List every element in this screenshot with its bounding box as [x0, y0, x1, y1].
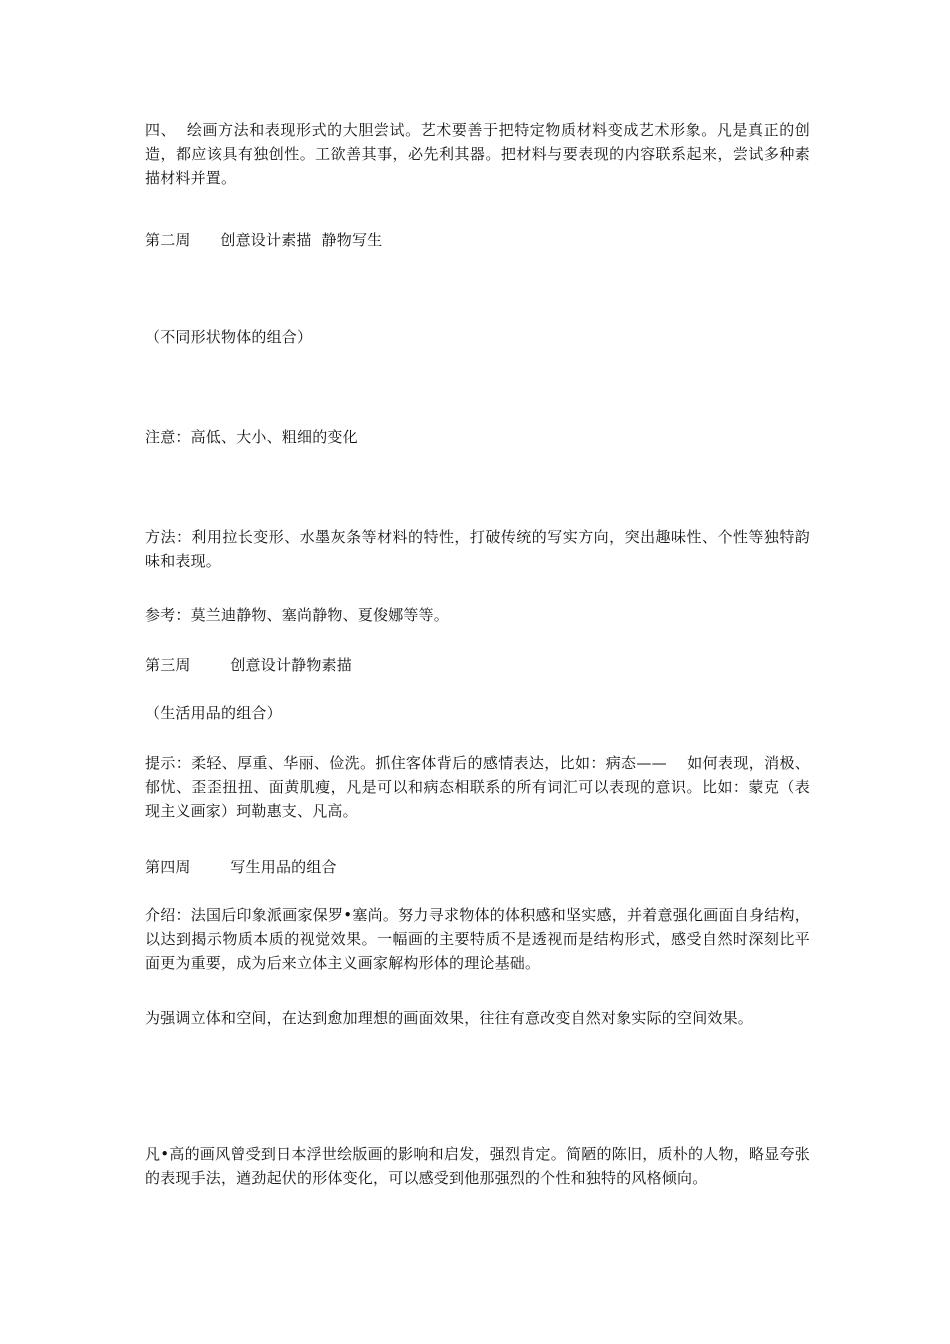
paragraph-note: 注意：高低、大小、粗细的变化	[145, 428, 358, 446]
paragraph-space: 为强调立体和空间，在达到愈加理想的画面效果，往往有意改变自然对象实际的空间效果。	[145, 1009, 754, 1027]
paragraph-method: 方法：利用拉长变形、水墨灰条等材料的特性，打破传统的写实方向，突出趣味性、个性等独特韵味和表现。	[145, 528, 810, 570]
heading-week-three: 第三周 创意设计静物素描	[145, 656, 352, 674]
paragraph-drawing-methods: 四、 绘画方法和表现形式的大胆尝试。艺术要善于把特定物质材料变成艺术形象。凡是真正的创造，都应该具有独创性。工欲善其事，必先利其器。把材料与要表现的内容联系起来，尝试多种素描材料并置。	[145, 121, 810, 187]
paragraph-daily-items: （生活用品的组合）	[145, 704, 282, 722]
paragraph-shape-combination: （不同形状物体的组合）	[145, 328, 313, 346]
paragraph-van-gogh: 凡•高的画风曾受到日本浮世绘版画的影响和启发，强烈肯定。简陋的陈旧，质朴的人物，略显夸张的表现手法，遒劲起伏的形体变化，可以感受到他那强烈的个性和独特的风格倾向。	[145, 1145, 810, 1187]
paragraph-reference: 参考：莫兰迪静物、塞尚静物、夏俊娜等等。	[145, 606, 450, 624]
heading-week-two: 第二周 创意设计素描 静物写生	[145, 231, 383, 249]
paragraph-introduction: 介绍：法国后印象派画家保罗•塞尚。努力寻求物体的体积感和坚实感，并着意强化画面自身结构，以达到揭示物质本质的视觉效果。一幅画的主要特质不是透视而是结构形式，感受自然时深刻比平面更为重要，成为后来立体主义画家解构形体的理论基础。	[145, 906, 810, 972]
paragraph-hint: 提示：柔轻、厚重、华丽、俭洗。抓住客体背后的感情表达，比如：病态—— 如何表现，消极、郁忧、歪歪扭扭、面黄肌瘦，凡是可以和病态相联系的所有词汇可以表现的意识。比如：蒙克（表现主义画家）珂勒惠支、凡高。	[145, 754, 810, 820]
heading-week-four: 第四周 写生用品的组合	[145, 858, 337, 876]
